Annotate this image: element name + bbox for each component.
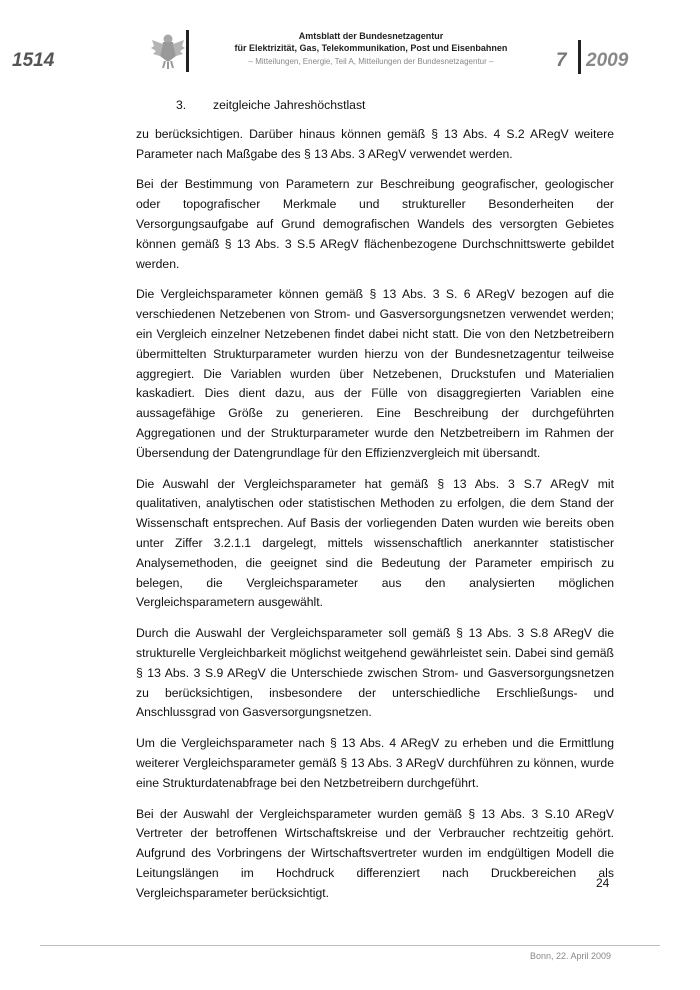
page-number: 1514	[12, 50, 55, 71]
paragraph: Durch die Auswahl der Vergleichsparameter soll gemäß § 13 Abs. 3 S.8 ARegV die strukturelle Vergleichbarkeit möglichst weitgehend gewährleistet sein. Dabei sind gemäß § 13 Abs. 3 S.9 ARegV die Unterschiede zwischen Strom- und Gasversorgungsnetzen zu berücksichtigen, insbesondere der unterschiedliche Erschließungs- und Anschlussgrad von Gasversorgungsnetzen.	[136, 626, 614, 720]
list-item	[176, 96, 614, 116]
federal-eagle-icon	[150, 32, 186, 70]
footer-page-number: 24	[596, 876, 610, 890]
publication-title: Amtsblatt der Bundesnetzagentur für Elektrizität, Gas, Telekommunikation, Post und Eisenbahnen	[234, 31, 508, 53]
paragraph: Die Vergleichsparameter können gemäß § 13 Abs. 3 S. 6 ARegV bezogen auf die verschiedenen Netzebenen von Strom- und Gasversorgungsnetzen verwendet werden; ein Vergleich einzelner Netzebenen findet dabei nicht statt. Die von den Netzbetreibern übermittelten Strukturparameter wurden hierzu von der Bundesnetzagentur teilweise aggregiert. Die Variablen wurden über Netzebenen, Druckstufen und Materialien kaskadiert. Dies dient dazu, aus der Fülle von disaggregierten Variablen eine aussagefähige Größe zu generieren. Eine Beschreibung der durchgeführten Aggregationen und der Strukturparameter wurde den Netzbetreibern im Rahmen der Übersendung der Datengrundlage für den Effizienzvergleich mit übersandt.	[136, 287, 614, 460]
issue-divider	[578, 40, 581, 74]
issue-number: 7	[556, 50, 567, 71]
paragraph: Die Auswahl der Vergleichsparameter hat gemäß § 13 Abs. 3 S.7 ARegV mit qualitativen, analytischen oder statistischen Methoden zu erfolgen, die dem Stand der Wissenschaft entsprechen. Auf Basis der vorliegenden Daten wurden wie bereits oben unter Ziffer 3.2.1.1 dargelegt, mittels wissenschaftlich anerkannter statistischer Analysemethoden, die geeignet sind die Bedeutung der Parameter empirisch zu belegen, die Vergleichsparameter aus den analysierten möglichen Vergleichsparametern ausgewählt.	[136, 476, 614, 610]
footer-divider	[40, 945, 660, 946]
header-divider	[186, 30, 189, 72]
paragraph: Bei der Auswahl der Vergleichsparameter wurden gemäß § 13 Abs. 3 S.10 ARegV Vertreter der betroffenen Wirtschaftskreise und der Verbraucher rechtzeitig gehört. Aufgrund des Vorbringens der Wirtschaftsvertreter wurden im endgültigen Modell die Leitungslängen im Hochdruck differenziert nach Druckbereichen als Vergleichsparameter berücksichtigt.	[136, 806, 614, 900]
paragraph: zu berücksichtigen. Darüber hinaus können gemäß § 13 Abs. 4 S.2 ARegV weitere Parameter nach Maßgabe des § 13 Abs. 3 ARegV verwendet werden.	[136, 126, 614, 161]
list-item-text: zeitgleiche Jahreshöchstlast	[213, 98, 366, 112]
paragraph: Um die Vergleichsparameter nach § 13 Abs. 4 ARegV zu erheben und die Ermittlung weiterer Vergleichsparameter gemäß § 13 Abs. 3 ARegV durchführen zu können, wurde eine Strukturdatenabfrage bei den Netzbetreibern durchgeführt.	[136, 736, 614, 790]
issue-year: 2009	[586, 50, 629, 71]
list-item-number: 3.	[176, 98, 187, 112]
paragraph: Bei der Bestimmung von Parametern zur Beschreibung geografischer, geologischer oder topografischer Merkmale und struktureller Besonderheiten der Versorgungsaufgabe auf Grund demografischen Wandels des versorgten Gebietes können gemäß § 13 Abs. 3 S.5 ARegV flächenbezogene Durchschnittswerte gebildet werden.	[136, 177, 614, 271]
document-body	[136, 96, 614, 914]
footer-date: Bonn, 22. April 2009	[530, 951, 612, 961]
section-subtitle: – Mitteilungen, Energie, Teil A, Mitteilungen der Bundesnetzagentur –	[248, 57, 494, 66]
